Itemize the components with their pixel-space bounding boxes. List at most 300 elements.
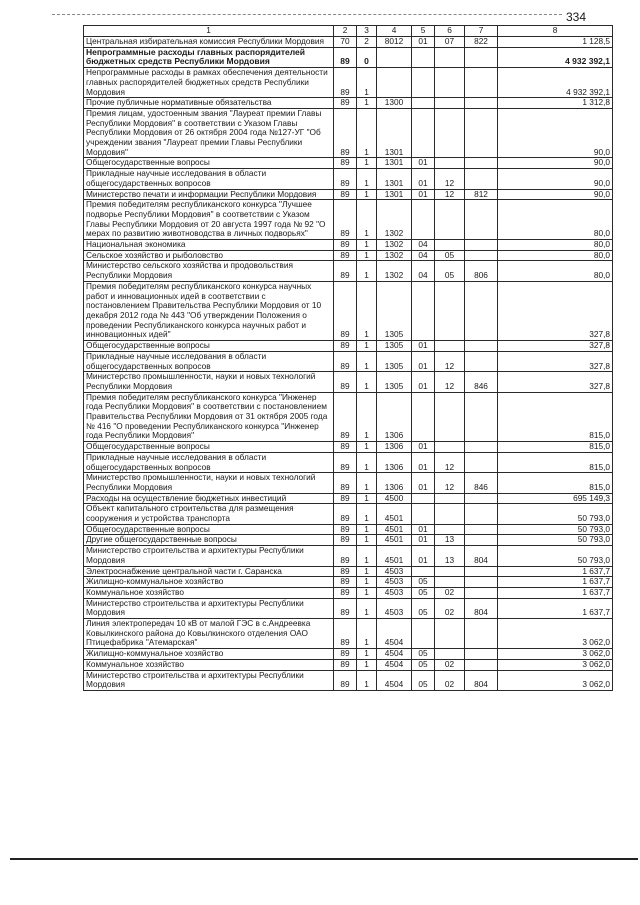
code-col-2: 89 bbox=[334, 200, 357, 240]
code-col-3: 1 bbox=[357, 189, 377, 200]
row-amount: 50 793,0 bbox=[498, 504, 613, 524]
row-name: Линия электропередач 10 кВ от малой ГЭС в с.Андреевка Ковылкинского района до Ковылкинского отделения ОАО Птицефабрика "Атемарская" bbox=[84, 619, 334, 649]
table-row bbox=[84, 341, 613, 352]
row-name: Общегосударственные вопросы bbox=[84, 341, 334, 352]
row-name: Министерство строительства и архитектуры Республики Мордовия bbox=[84, 598, 334, 618]
column-header: 3 bbox=[357, 26, 377, 37]
code-col-2: 89 bbox=[334, 261, 357, 281]
code-col-5: 04 bbox=[412, 261, 435, 281]
table-row bbox=[84, 598, 613, 618]
row-amount: 1 637,7 bbox=[498, 598, 613, 618]
code-col-7 bbox=[465, 524, 498, 535]
code-col-4: 4503 bbox=[377, 598, 412, 618]
code-col-6 bbox=[435, 240, 465, 251]
row-amount: 50 793,0 bbox=[498, 535, 613, 546]
row-amount: 90,0 bbox=[498, 189, 613, 200]
row-amount: 3 062,0 bbox=[498, 649, 613, 660]
code-col-3: 1 bbox=[357, 473, 377, 493]
code-col-2: 89 bbox=[334, 351, 357, 371]
table-row bbox=[84, 566, 613, 577]
code-col-6 bbox=[435, 200, 465, 240]
code-col-3: 1 bbox=[357, 649, 377, 660]
row-amount: 80,0 bbox=[498, 200, 613, 240]
table-row bbox=[84, 659, 613, 670]
table-row bbox=[84, 524, 613, 535]
bottom-rule bbox=[10, 858, 638, 860]
row-amount: 327,8 bbox=[498, 372, 613, 392]
code-col-5 bbox=[412, 493, 435, 504]
code-col-6 bbox=[435, 341, 465, 352]
code-col-6: 02 bbox=[435, 670, 465, 690]
code-col-2: 89 bbox=[334, 659, 357, 670]
code-col-5 bbox=[412, 98, 435, 109]
row-amount: 3 062,0 bbox=[498, 619, 613, 649]
row-name: Непрограммные расходы главных распорядителей бюджетных средств Республики Мордовия bbox=[84, 47, 334, 67]
column-header: 8 bbox=[498, 26, 613, 37]
code-col-7 bbox=[465, 504, 498, 524]
table-row bbox=[84, 281, 613, 340]
code-col-5 bbox=[412, 200, 435, 240]
code-col-5: 01 bbox=[412, 37, 435, 48]
row-amount: 3 062,0 bbox=[498, 670, 613, 690]
code-col-3: 1 bbox=[357, 351, 377, 371]
code-col-2: 89 bbox=[334, 98, 357, 109]
code-col-3: 1 bbox=[357, 240, 377, 251]
code-col-7 bbox=[465, 649, 498, 660]
code-col-7: 846 bbox=[465, 473, 498, 493]
row-amount: 80,0 bbox=[498, 250, 613, 261]
code-col-6 bbox=[435, 392, 465, 442]
code-col-3: 1 bbox=[357, 98, 377, 109]
row-amount: 1 312,8 bbox=[498, 98, 613, 109]
budget-table bbox=[83, 25, 613, 691]
code-col-2: 89 bbox=[334, 535, 357, 546]
code-col-6 bbox=[435, 68, 465, 98]
table-row bbox=[84, 189, 613, 200]
row-amount: 90,0 bbox=[498, 158, 613, 169]
code-col-3: 1 bbox=[357, 372, 377, 392]
code-col-5: 01 bbox=[412, 169, 435, 189]
table-row bbox=[84, 108, 613, 158]
code-col-4: 1301 bbox=[377, 169, 412, 189]
row-amount: 815,0 bbox=[498, 452, 613, 472]
code-col-5: 01 bbox=[412, 535, 435, 546]
code-col-4: 1302 bbox=[377, 261, 412, 281]
code-col-2: 89 bbox=[334, 670, 357, 690]
code-col-3: 1 bbox=[357, 535, 377, 546]
row-name: Общегосударственные вопросы bbox=[84, 158, 334, 169]
row-name: Премия победителям республиканского конкурса "Лучшее подворье Республики Мордовия" в соответствии с Указом Главы Республики Мордовия от 20 августа 1997 года № 92 "О мерах по развитию животноводства в личных подворьях" bbox=[84, 200, 334, 240]
table-row bbox=[84, 442, 613, 453]
code-col-5: 01 bbox=[412, 452, 435, 472]
code-col-5: 01 bbox=[412, 473, 435, 493]
code-col-7 bbox=[465, 341, 498, 352]
code-col-6: 02 bbox=[435, 659, 465, 670]
code-col-6: 02 bbox=[435, 587, 465, 598]
row-amount: 327,8 bbox=[498, 351, 613, 371]
code-col-5: 05 bbox=[412, 659, 435, 670]
column-header: 7 bbox=[465, 26, 498, 37]
table-row bbox=[84, 261, 613, 281]
code-col-7 bbox=[465, 281, 498, 340]
code-col-7 bbox=[465, 535, 498, 546]
code-col-5: 01 bbox=[412, 546, 435, 566]
column-header: 2 bbox=[334, 26, 357, 37]
code-col-6 bbox=[435, 281, 465, 340]
code-col-6: 13 bbox=[435, 535, 465, 546]
code-col-2: 89 bbox=[334, 392, 357, 442]
code-col-7: 846 bbox=[465, 372, 498, 392]
code-col-6 bbox=[435, 158, 465, 169]
row-name: Министерство печати и информации Республики Мордовия bbox=[84, 189, 334, 200]
code-col-4: 1301 bbox=[377, 189, 412, 200]
code-col-7 bbox=[465, 577, 498, 588]
code-col-2: 89 bbox=[334, 524, 357, 535]
code-col-7 bbox=[465, 566, 498, 577]
code-col-4: 4503 bbox=[377, 566, 412, 577]
code-col-4: 4503 bbox=[377, 577, 412, 588]
table-row bbox=[84, 535, 613, 546]
code-col-2: 89 bbox=[334, 504, 357, 524]
row-amount: 327,8 bbox=[498, 341, 613, 352]
table-row bbox=[84, 577, 613, 588]
code-col-7 bbox=[465, 392, 498, 442]
row-name: Электроснабжение центральной части г. Саранска bbox=[84, 566, 334, 577]
row-name: Общегосударственные вопросы bbox=[84, 524, 334, 535]
code-col-4 bbox=[377, 47, 412, 67]
code-col-2: 89 bbox=[334, 473, 357, 493]
code-col-6 bbox=[435, 524, 465, 535]
code-col-2: 89 bbox=[334, 189, 357, 200]
row-amount: 80,0 bbox=[498, 261, 613, 281]
code-col-5 bbox=[412, 392, 435, 442]
row-amount: 3 062,0 bbox=[498, 659, 613, 670]
row-amount: 327,8 bbox=[498, 281, 613, 340]
table-row bbox=[84, 98, 613, 109]
code-col-5 bbox=[412, 281, 435, 340]
row-amount: 815,0 bbox=[498, 392, 613, 442]
row-amount: 4 932 392,1 bbox=[498, 47, 613, 67]
code-col-4: 1305 bbox=[377, 372, 412, 392]
code-col-5: 01 bbox=[412, 351, 435, 371]
code-col-4: 1300 bbox=[377, 98, 412, 109]
code-col-3: 1 bbox=[357, 566, 377, 577]
code-col-6 bbox=[435, 504, 465, 524]
code-col-5 bbox=[412, 47, 435, 67]
row-amount: 815,0 bbox=[498, 442, 613, 453]
code-col-2: 89 bbox=[334, 281, 357, 340]
code-col-7 bbox=[465, 250, 498, 261]
code-col-2: 89 bbox=[334, 372, 357, 392]
row-name: Министерство промышленности, науки и новых технологий Республики Мордовия bbox=[84, 473, 334, 493]
table-row bbox=[84, 169, 613, 189]
code-col-6 bbox=[435, 619, 465, 649]
row-amount: 90,0 bbox=[498, 108, 613, 158]
table-row bbox=[84, 68, 613, 98]
code-col-6: 05 bbox=[435, 250, 465, 261]
row-name: Министерство сельского хозяйства и продовольствия Республики Мордовия bbox=[84, 261, 334, 281]
code-col-4: 1302 bbox=[377, 200, 412, 240]
code-col-7 bbox=[465, 659, 498, 670]
code-col-5: 05 bbox=[412, 598, 435, 618]
row-amount: 815,0 bbox=[498, 473, 613, 493]
code-col-4: 4504 bbox=[377, 670, 412, 690]
table-row bbox=[84, 504, 613, 524]
row-name: Жилищно-коммунальное хозяйство bbox=[84, 577, 334, 588]
table-header-row bbox=[84, 26, 613, 37]
code-col-5: 01 bbox=[412, 341, 435, 352]
code-col-3: 1 bbox=[357, 670, 377, 690]
table-row bbox=[84, 250, 613, 261]
code-col-4: 4501 bbox=[377, 546, 412, 566]
code-col-3: 1 bbox=[357, 281, 377, 340]
code-col-7: 804 bbox=[465, 670, 498, 690]
code-col-7 bbox=[465, 442, 498, 453]
row-name: Общегосударственные вопросы bbox=[84, 442, 334, 453]
code-col-2: 89 bbox=[334, 493, 357, 504]
row-amount: 1 637,7 bbox=[498, 587, 613, 598]
code-col-5: 05 bbox=[412, 587, 435, 598]
table-row bbox=[84, 351, 613, 371]
row-name: Центральная избирательная комиссия Республики Мордовия bbox=[84, 37, 334, 48]
table-body bbox=[84, 26, 613, 691]
code-col-4: 4500 bbox=[377, 493, 412, 504]
code-col-7: 806 bbox=[465, 261, 498, 281]
code-col-7 bbox=[465, 587, 498, 598]
table-row bbox=[84, 392, 613, 442]
code-col-4: 1305 bbox=[377, 341, 412, 352]
row-name: Объект капитального строительства для размещения сооружения и устройства транспорта bbox=[84, 504, 334, 524]
code-col-4: 1302 bbox=[377, 240, 412, 251]
code-col-7 bbox=[465, 47, 498, 67]
table-row bbox=[84, 452, 613, 472]
code-col-2: 89 bbox=[334, 566, 357, 577]
code-col-4: 1306 bbox=[377, 392, 412, 442]
code-col-3: 1 bbox=[357, 452, 377, 472]
row-name: Другие общегосударственные вопросы bbox=[84, 535, 334, 546]
code-col-6: 12 bbox=[435, 169, 465, 189]
code-col-5: 01 bbox=[412, 158, 435, 169]
column-header: 1 bbox=[84, 26, 334, 37]
code-col-2: 89 bbox=[334, 619, 357, 649]
row-amount: 4 932 392,1 bbox=[498, 68, 613, 98]
code-col-3: 1 bbox=[357, 341, 377, 352]
code-col-3: 1 bbox=[357, 577, 377, 588]
code-col-3: 1 bbox=[357, 546, 377, 566]
code-col-6: 13 bbox=[435, 546, 465, 566]
row-name: Прочие публичные нормативные обязательства bbox=[84, 98, 334, 109]
code-col-5: 05 bbox=[412, 649, 435, 660]
row-name: Коммунальное хозяйство bbox=[84, 587, 334, 598]
row-amount: 695 149,3 bbox=[498, 493, 613, 504]
code-col-3: 1 bbox=[357, 200, 377, 240]
table-row bbox=[84, 37, 613, 48]
page-number: 334 bbox=[566, 10, 587, 24]
code-col-3: 2 bbox=[357, 37, 377, 48]
code-col-5: 01 bbox=[412, 524, 435, 535]
code-col-6: 07 bbox=[435, 37, 465, 48]
table-row bbox=[84, 546, 613, 566]
code-col-4: 8012 bbox=[377, 37, 412, 48]
code-col-4: 1301 bbox=[377, 108, 412, 158]
code-col-5: 04 bbox=[412, 240, 435, 251]
code-col-5: 05 bbox=[412, 577, 435, 588]
row-name: Прикладные научные исследования в области общегосударственных вопросов bbox=[84, 452, 334, 472]
row-amount: 80,0 bbox=[498, 240, 613, 251]
code-col-7 bbox=[465, 452, 498, 472]
row-name: Премия победителям республиканского конкурса научных работ и инновационных идей в соответствии с постановлением Правительства Республики Мордовия от 10 декабря 2012 года № 443 "Об утверждении Положения о проведении Республиканского конкурса научных работ и инновационных идей" bbox=[84, 281, 334, 340]
code-col-3: 1 bbox=[357, 108, 377, 158]
code-col-5: 05 bbox=[412, 670, 435, 690]
code-col-7 bbox=[465, 619, 498, 649]
code-col-5 bbox=[412, 566, 435, 577]
table-row bbox=[84, 47, 613, 67]
column-header: 6 bbox=[435, 26, 465, 37]
table-row bbox=[84, 619, 613, 649]
code-col-4: 4501 bbox=[377, 535, 412, 546]
code-col-4: 4504 bbox=[377, 619, 412, 649]
column-header: 5 bbox=[412, 26, 435, 37]
code-col-6 bbox=[435, 442, 465, 453]
row-name: Национальная экономика bbox=[84, 240, 334, 251]
code-col-4: 1301 bbox=[377, 158, 412, 169]
code-col-4: 1306 bbox=[377, 452, 412, 472]
code-col-6: 12 bbox=[435, 351, 465, 371]
table-row bbox=[84, 158, 613, 169]
code-col-2: 89 bbox=[334, 546, 357, 566]
table-row bbox=[84, 649, 613, 660]
code-col-2: 89 bbox=[334, 341, 357, 352]
code-col-6: 02 bbox=[435, 598, 465, 618]
code-col-4: 1306 bbox=[377, 442, 412, 453]
code-col-5 bbox=[412, 504, 435, 524]
row-name: Министерство промышленности, науки и новых технологий Республики Мордовия bbox=[84, 372, 334, 392]
code-col-3: 1 bbox=[357, 68, 377, 98]
code-col-7 bbox=[465, 200, 498, 240]
code-col-5 bbox=[412, 68, 435, 98]
code-col-3: 1 bbox=[357, 442, 377, 453]
row-amount: 1 637,7 bbox=[498, 566, 613, 577]
code-col-7 bbox=[465, 351, 498, 371]
row-name: Прикладные научные исследования в области общегосударственных вопросов bbox=[84, 169, 334, 189]
code-col-7 bbox=[465, 169, 498, 189]
row-amount: 1 128,5 bbox=[498, 37, 613, 48]
code-col-3: 1 bbox=[357, 524, 377, 535]
code-col-7 bbox=[465, 493, 498, 504]
code-col-4: 1306 bbox=[377, 473, 412, 493]
table-row bbox=[84, 200, 613, 240]
code-col-4: 1302 bbox=[377, 250, 412, 261]
code-col-2: 89 bbox=[334, 169, 357, 189]
code-col-4: 1305 bbox=[377, 351, 412, 371]
code-col-6 bbox=[435, 493, 465, 504]
code-col-6: 12 bbox=[435, 452, 465, 472]
code-col-2: 70 bbox=[334, 37, 357, 48]
table-row bbox=[84, 372, 613, 392]
code-col-2: 89 bbox=[334, 68, 357, 98]
code-col-6: 12 bbox=[435, 473, 465, 493]
code-col-7: 812 bbox=[465, 189, 498, 200]
code-col-3: 1 bbox=[357, 261, 377, 281]
code-col-4: 4501 bbox=[377, 524, 412, 535]
code-col-4: 4504 bbox=[377, 649, 412, 660]
code-col-7 bbox=[465, 98, 498, 109]
code-col-6: 12 bbox=[435, 189, 465, 200]
code-col-6: 12 bbox=[435, 372, 465, 392]
code-col-4: 1305 bbox=[377, 281, 412, 340]
row-amount: 50 793,0 bbox=[498, 524, 613, 535]
code-col-3: 1 bbox=[357, 158, 377, 169]
table-row bbox=[84, 240, 613, 251]
row-name: Министерство строительства и архитектуры Республики Мордовия bbox=[84, 670, 334, 690]
row-name: Сельское хозяйство и рыболовство bbox=[84, 250, 334, 261]
code-col-5 bbox=[412, 108, 435, 158]
code-col-2: 89 bbox=[334, 158, 357, 169]
row-amount: 90,0 bbox=[498, 169, 613, 189]
row-amount: 50 793,0 bbox=[498, 546, 613, 566]
code-col-7 bbox=[465, 158, 498, 169]
code-col-3: 1 bbox=[357, 504, 377, 524]
table-row bbox=[84, 473, 613, 493]
code-col-7 bbox=[465, 108, 498, 158]
code-col-2: 89 bbox=[334, 587, 357, 598]
code-col-3: 1 bbox=[357, 392, 377, 442]
code-col-6 bbox=[435, 98, 465, 109]
code-col-6 bbox=[435, 108, 465, 158]
code-col-2: 89 bbox=[334, 649, 357, 660]
code-col-5: 04 bbox=[412, 250, 435, 261]
code-col-4: 4504 bbox=[377, 659, 412, 670]
code-col-3: 1 bbox=[357, 169, 377, 189]
code-col-2: 89 bbox=[334, 452, 357, 472]
code-col-7: 804 bbox=[465, 598, 498, 618]
row-name: Прикладные научные исследования в области общегосударственных вопросов bbox=[84, 351, 334, 371]
table-row bbox=[84, 670, 613, 690]
row-amount: 1 637,7 bbox=[498, 577, 613, 588]
column-header: 4 bbox=[377, 26, 412, 37]
code-col-6 bbox=[435, 47, 465, 67]
code-col-2: 89 bbox=[334, 108, 357, 158]
code-col-3: 0 bbox=[357, 47, 377, 67]
row-name: Министерство строительства и архитектуры Республики Мордовия bbox=[84, 546, 334, 566]
code-col-3: 1 bbox=[357, 587, 377, 598]
table-row bbox=[84, 493, 613, 504]
code-col-5: 01 bbox=[412, 189, 435, 200]
code-col-3: 1 bbox=[357, 659, 377, 670]
top-dashed-rule bbox=[52, 14, 562, 15]
row-name: Непрограммные расходы в рамках обеспечения деятельности главных распорядителей бюджетных средств Республики Мордовия bbox=[84, 68, 334, 98]
row-name: Премия победителям республиканского конкурса "Инженер года Республики Мордовия" в соответствии с постановлением Правительства Республики Мордовия от 31 октября 2005 года № 416 "О проведении Республиканского конкурса "Инженер года Республики Мордовия" bbox=[84, 392, 334, 442]
code-col-7 bbox=[465, 68, 498, 98]
code-col-6 bbox=[435, 577, 465, 588]
code-col-5: 01 bbox=[412, 442, 435, 453]
table-row bbox=[84, 587, 613, 598]
code-col-2: 89 bbox=[334, 250, 357, 261]
code-col-2: 89 bbox=[334, 47, 357, 67]
code-col-2: 89 bbox=[334, 240, 357, 251]
code-col-5: 01 bbox=[412, 372, 435, 392]
row-name: Премия лицам, удостоенным звания "Лауреат премии Главы Республики Мордовия" в соответствии с Указом Главы Республики Мордовия от 26 октября 2004 года №127-УГ "Об учреждении звания "Лауреат премии Главы Республики Мордовия" bbox=[84, 108, 334, 158]
code-col-7 bbox=[465, 240, 498, 251]
row-name: Расходы на осуществление бюджетных инвестиций bbox=[84, 493, 334, 504]
code-col-4: 4501 bbox=[377, 504, 412, 524]
code-col-3: 1 bbox=[357, 493, 377, 504]
code-col-2: 89 bbox=[334, 442, 357, 453]
code-col-2: 89 bbox=[334, 598, 357, 618]
code-col-6 bbox=[435, 649, 465, 660]
code-col-7: 822 bbox=[465, 37, 498, 48]
code-col-5 bbox=[412, 619, 435, 649]
